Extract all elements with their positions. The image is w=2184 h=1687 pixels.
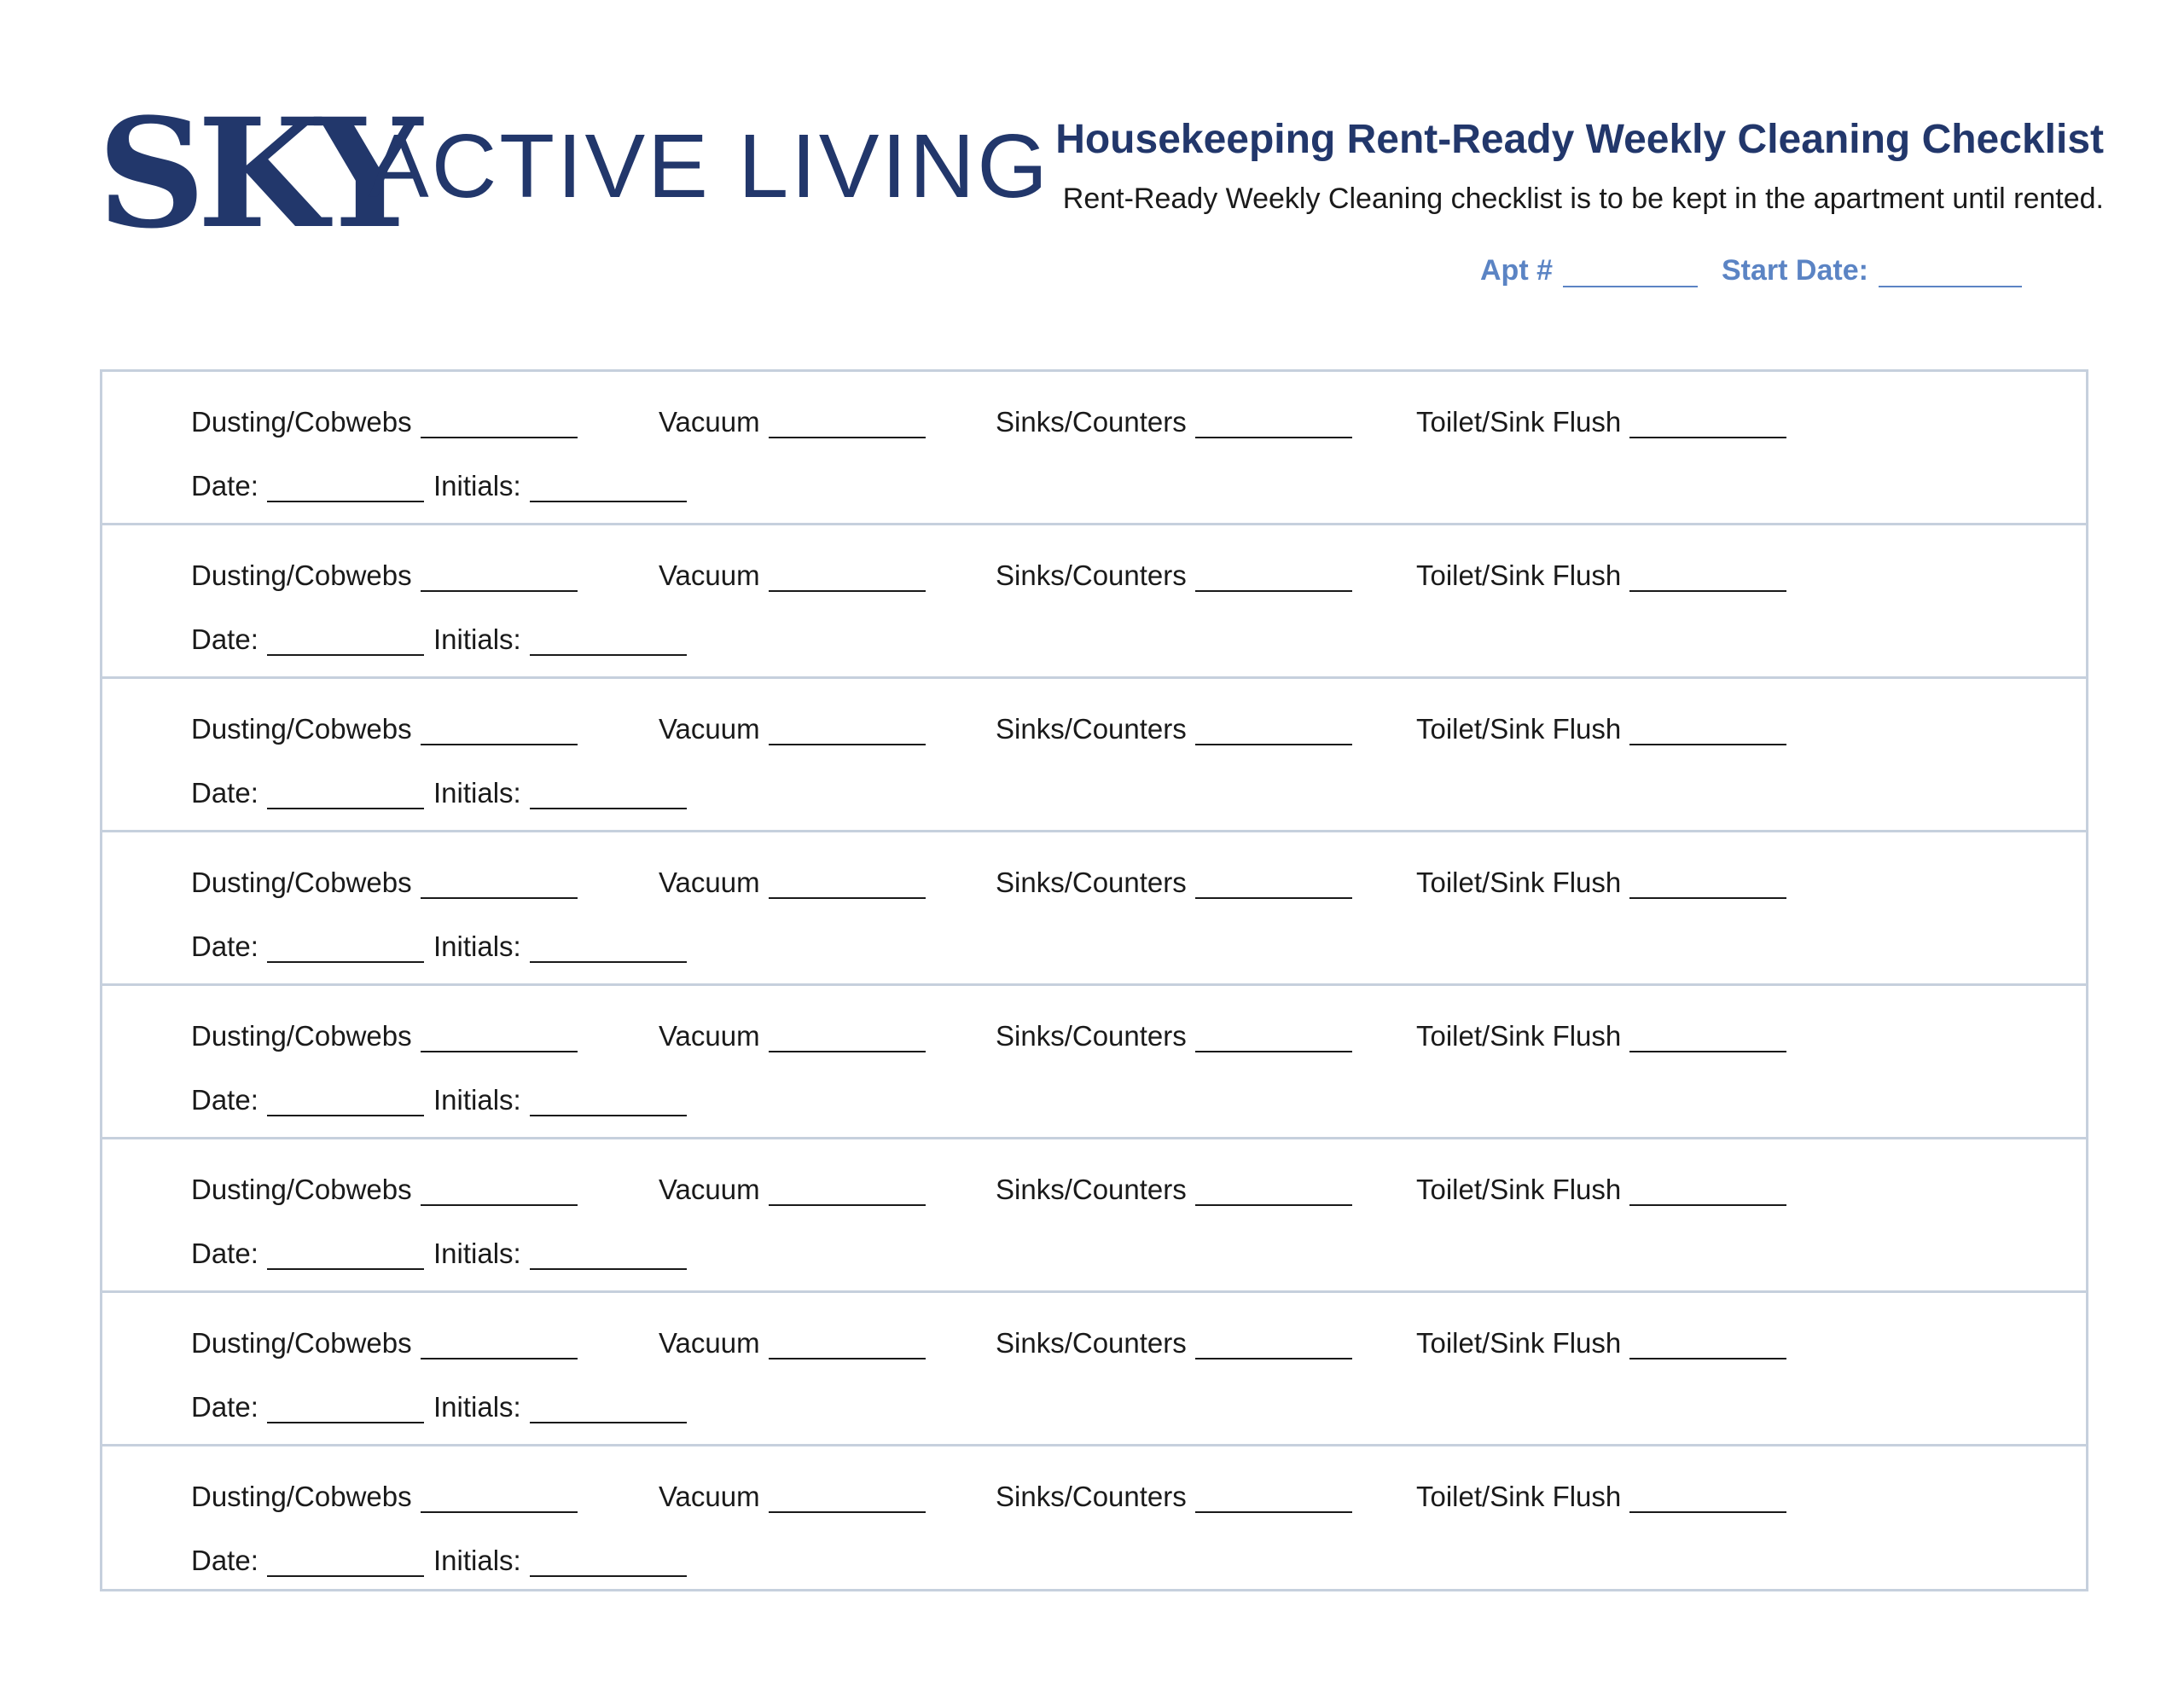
date-field — [191, 1238, 424, 1270]
checklist-row — [102, 525, 2086, 679]
toilet-field — [1416, 406, 1786, 438]
checklist-row — [102, 1139, 2086, 1293]
sinks-field — [996, 559, 1352, 592]
initials-blank[interactable] — [530, 1396, 687, 1423]
checklist-row — [102, 679, 2086, 832]
date-blank[interactable] — [267, 629, 424, 656]
initials-field — [433, 1084, 687, 1116]
date-blank[interactable] — [267, 1550, 424, 1577]
toilet-label: Toilet/Sink Flush — [1416, 713, 1622, 745]
toilet-field — [1416, 713, 1786, 745]
initials-label: Initials: — [433, 1545, 521, 1576]
dusting-blank[interactable] — [421, 1179, 578, 1206]
date-field — [191, 777, 424, 809]
initials-blank[interactable] — [530, 782, 687, 809]
toilet-blank[interactable] — [1629, 1025, 1786, 1052]
vacuum-blank[interactable] — [769, 1486, 926, 1513]
date-label: Date: — [191, 623, 258, 655]
toilet-field — [1416, 559, 1786, 592]
date-blank[interactable] — [267, 936, 424, 963]
sinks-label: Sinks/Counters — [996, 406, 1187, 438]
start-date-field[interactable] — [1879, 258, 2022, 287]
initials-field — [433, 777, 687, 809]
task-line — [102, 713, 2086, 751]
sinks-label: Sinks/Counters — [996, 559, 1187, 591]
vacuum-label: Vacuum — [659, 559, 760, 591]
vacuum-blank[interactable] — [769, 411, 926, 438]
sinks-field — [996, 713, 1352, 745]
toilet-label: Toilet/Sink Flush — [1416, 1020, 1622, 1052]
checklist-row — [102, 832, 2086, 986]
sinks-field — [996, 1174, 1352, 1206]
date-label: Date: — [191, 1084, 258, 1116]
task-line — [102, 1174, 2086, 1211]
date-label: Date: — [191, 1391, 258, 1423]
sinks-label: Sinks/Counters — [996, 1020, 1187, 1052]
dusting-field — [191, 713, 578, 745]
sinks-label: Sinks/Counters — [996, 713, 1187, 745]
vacuum-field — [659, 1327, 926, 1359]
dusting-field — [191, 1481, 578, 1513]
start-date-label: Start Date: — [1722, 254, 1868, 287]
date-blank[interactable] — [267, 782, 424, 809]
sinks-blank[interactable] — [1195, 411, 1352, 438]
dusting-blank[interactable] — [421, 1486, 578, 1513]
date-field — [191, 930, 424, 963]
toilet-field — [1416, 1020, 1786, 1052]
toilet-label: Toilet/Sink Flush — [1416, 1481, 1622, 1512]
dusting-blank[interactable] — [421, 872, 578, 899]
vacuum-field — [659, 1481, 926, 1513]
task-line — [102, 406, 2086, 443]
signoff-line — [102, 1238, 2086, 1275]
vacuum-label: Vacuum — [659, 1327, 760, 1359]
signoff-line — [102, 470, 2086, 507]
sinks-field — [996, 1327, 1352, 1359]
dusting-blank[interactable] — [421, 565, 578, 592]
toilet-field — [1416, 1327, 1786, 1359]
toilet-label: Toilet/Sink Flush — [1416, 406, 1622, 438]
vacuum-label: Vacuum — [659, 1020, 760, 1052]
initials-blank[interactable] — [530, 475, 687, 502]
vacuum-field — [659, 1174, 926, 1206]
vacuum-blank[interactable] — [769, 1332, 926, 1359]
toilet-blank[interactable] — [1629, 1486, 1786, 1513]
toilet-field — [1416, 1174, 1786, 1206]
toilet-blank[interactable] — [1629, 1179, 1786, 1206]
dusting-field — [191, 559, 578, 592]
vacuum-blank[interactable] — [769, 1179, 926, 1206]
date-field — [191, 1391, 424, 1423]
vacuum-field — [659, 867, 926, 899]
sinks-blank[interactable] — [1195, 1179, 1352, 1206]
dusting-field — [191, 867, 578, 899]
task-line — [102, 867, 2086, 904]
checklist-row — [102, 986, 2086, 1139]
checklist-table — [100, 369, 2088, 1591]
date-blank[interactable] — [267, 1089, 424, 1116]
date-blank[interactable] — [267, 1243, 424, 1270]
sinks-blank[interactable] — [1195, 718, 1352, 745]
task-line — [102, 1020, 2086, 1058]
vacuum-field — [659, 713, 926, 745]
signoff-line — [102, 777, 2086, 815]
task-line — [102, 1481, 2086, 1518]
date-label: Date: — [191, 1545, 258, 1576]
date-label: Date: — [191, 777, 258, 809]
dusting-field — [191, 1174, 578, 1206]
date-blank[interactable] — [267, 475, 424, 502]
page-title: Housekeeping Rent-Ready Weekly Cleaning Checklist — [1055, 117, 2104, 162]
sinks-blank[interactable] — [1195, 872, 1352, 899]
logo — [97, 85, 1050, 262]
initials-label: Initials: — [433, 930, 521, 962]
dusting-field — [191, 1327, 578, 1359]
initials-field — [433, 1545, 687, 1577]
toilet-field — [1416, 867, 1786, 899]
initials-blank[interactable] — [530, 1243, 687, 1270]
sinks-label: Sinks/Counters — [996, 1327, 1187, 1359]
initials-blank[interactable] — [530, 1550, 687, 1577]
initials-label: Initials: — [433, 1238, 521, 1269]
checklist-row — [102, 1446, 2086, 1594]
signoff-line — [102, 930, 2086, 968]
sinks-blank[interactable] — [1195, 1486, 1352, 1513]
logo-mark: SKY — [97, 85, 414, 262]
date-field — [191, 1545, 424, 1577]
date-field — [191, 623, 424, 656]
task-line — [102, 559, 2086, 597]
sinks-field — [996, 1481, 1352, 1513]
vacuum-label: Vacuum — [659, 1481, 760, 1512]
signoff-line — [102, 1545, 2086, 1582]
date-label: Date: — [191, 470, 258, 501]
sinks-label: Sinks/Counters — [996, 867, 1187, 898]
dusting-label: Dusting/Cobwebs — [191, 406, 412, 438]
initials-field — [433, 1391, 687, 1423]
toilet-label: Toilet/Sink Flush — [1416, 1174, 1622, 1205]
initials-field — [433, 623, 687, 656]
vacuum-label: Vacuum — [659, 867, 760, 898]
toilet-blank[interactable] — [1629, 565, 1786, 592]
vacuum-blank[interactable] — [769, 872, 926, 899]
vacuum-field — [659, 406, 926, 438]
signoff-line — [102, 623, 2086, 661]
initials-field — [433, 470, 687, 502]
vacuum-label: Vacuum — [659, 406, 760, 438]
dusting-label: Dusting/Cobwebs — [191, 1020, 412, 1052]
vacuum-label: Vacuum — [659, 713, 760, 745]
vacuum-field — [659, 559, 926, 592]
dusting-blank[interactable] — [421, 1025, 578, 1052]
dusting-label: Dusting/Cobwebs — [191, 1481, 412, 1512]
toilet-label: Toilet/Sink Flush — [1416, 559, 1622, 591]
vacuum-field — [659, 1020, 926, 1052]
toilet-blank[interactable] — [1629, 872, 1786, 899]
sinks-blank[interactable] — [1195, 1025, 1352, 1052]
dusting-label: Dusting/Cobwebs — [191, 559, 412, 591]
page-subtitle: Rent-Ready Weekly Cleaning checklist is to be kept in the apartment until rented. — [1062, 183, 2104, 215]
vacuum-blank[interactable] — [769, 565, 926, 592]
task-line — [102, 1327, 2086, 1365]
date-label: Date: — [191, 1238, 258, 1269]
sinks-blank[interactable] — [1195, 565, 1352, 592]
initials-blank[interactable] — [530, 1089, 687, 1116]
dusting-blank[interactable] — [421, 411, 578, 438]
toilet-blank[interactable] — [1629, 411, 1786, 438]
dusting-field — [191, 1020, 578, 1052]
logo-wordmark: ACTIVE LIVING — [369, 116, 1050, 217]
dusting-label: Dusting/Cobwebs — [191, 1174, 412, 1205]
initials-field — [433, 1238, 687, 1270]
initials-label: Initials: — [433, 1084, 521, 1116]
checklist-row — [102, 1293, 2086, 1446]
apartment-info — [1480, 254, 2022, 287]
initials-label: Initials: — [433, 470, 521, 501]
vacuum-blank[interactable] — [769, 718, 926, 745]
sinks-field — [996, 1020, 1352, 1052]
date-field — [191, 470, 424, 502]
signoff-line — [102, 1084, 2086, 1122]
initials-label: Initials: — [433, 777, 521, 809]
apt-label: Apt # — [1480, 254, 1553, 287]
initials-blank[interactable] — [530, 629, 687, 656]
toilet-label: Toilet/Sink Flush — [1416, 1327, 1622, 1359]
dusting-label: Dusting/Cobwebs — [191, 713, 412, 745]
toilet-field — [1416, 1481, 1786, 1513]
sinks-label: Sinks/Counters — [996, 1174, 1187, 1205]
sinks-field — [996, 406, 1352, 438]
sinks-label: Sinks/Counters — [996, 1481, 1187, 1512]
initials-blank[interactable] — [530, 936, 687, 963]
date-field — [191, 1084, 424, 1116]
initials-label: Initials: — [433, 623, 521, 655]
dusting-blank[interactable] — [421, 718, 578, 745]
initials-label: Initials: — [433, 1391, 521, 1423]
toilet-label: Toilet/Sink Flush — [1416, 867, 1622, 898]
signoff-line — [102, 1391, 2086, 1429]
date-blank[interactable] — [267, 1396, 424, 1423]
dusting-label: Dusting/Cobwebs — [191, 1327, 412, 1359]
date-label: Date: — [191, 930, 258, 962]
sinks-blank[interactable] — [1195, 1332, 1352, 1359]
toilet-blank[interactable] — [1629, 718, 1786, 745]
dusting-blank[interactable] — [421, 1332, 578, 1359]
initials-field — [433, 930, 687, 963]
toilet-blank[interactable] — [1629, 1332, 1786, 1359]
vacuum-blank[interactable] — [769, 1025, 926, 1052]
checklist-row — [102, 372, 2086, 525]
dusting-label: Dusting/Cobwebs — [191, 867, 412, 898]
sinks-field — [996, 867, 1352, 899]
apt-number-field[interactable] — [1563, 258, 1698, 287]
vacuum-label: Vacuum — [659, 1174, 760, 1205]
dusting-field — [191, 406, 578, 438]
